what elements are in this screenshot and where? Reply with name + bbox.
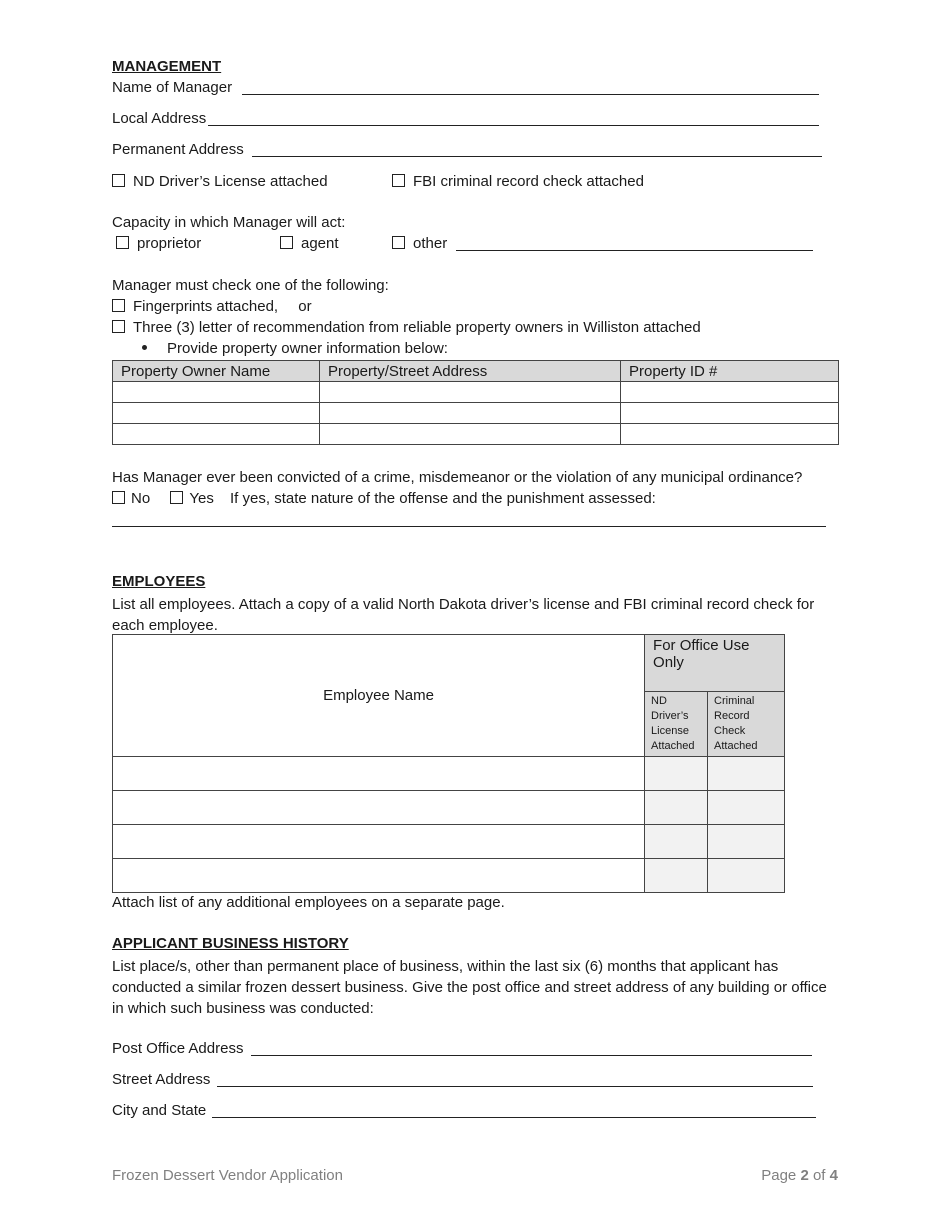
page-prefix: Page xyxy=(761,1167,797,1184)
no-checkbox[interactable] xyxy=(112,491,125,504)
office-use-header: For Office Use Only xyxy=(645,635,785,692)
page-current: 2 xyxy=(800,1167,809,1184)
capacity-other xyxy=(392,235,447,253)
license-cell xyxy=(645,859,708,893)
table-row xyxy=(113,859,785,893)
table-row xyxy=(113,424,839,445)
capacity-label: Capacity in which Manager will act: xyxy=(112,214,346,231)
table-cell[interactable] xyxy=(113,403,320,424)
employee-name-cell[interactable] xyxy=(113,791,645,825)
convicted-question: Has Manager ever been convicted of a crime, misdemeanor or the violation of any municipal ordinance? xyxy=(112,469,803,486)
city-state-label: City and State xyxy=(112,1102,207,1119)
page-of: of xyxy=(812,1167,826,1184)
no-label: No xyxy=(131,490,151,507)
table-cell[interactable] xyxy=(621,403,839,424)
bullet-icon xyxy=(142,345,147,350)
capacity-agent xyxy=(280,235,339,253)
management-heading: MANAGEMENT xyxy=(112,58,222,75)
business-history-instructions: List place/s, other than permanent place of business, within the last six (6) months that applicant has conducted a similar frozen dessert business. Give the post office and street address of any building or office in which such business was conducted: xyxy=(112,958,827,1017)
table-cell[interactable] xyxy=(621,382,839,403)
table-row xyxy=(113,791,785,825)
post-office-field[interactable] xyxy=(251,1055,812,1056)
license-checkbox-label: ND Driver’s License attached xyxy=(133,173,328,190)
table-cell[interactable] xyxy=(320,403,621,424)
other-label: other xyxy=(413,235,448,252)
other-checkbox[interactable] xyxy=(392,236,405,249)
license-checkbox-row xyxy=(112,173,328,191)
criminal-check-header: Criminal Record Check Attached xyxy=(708,692,785,757)
manager-name-field[interactable] xyxy=(242,94,819,95)
permanent-address-label: Permanent Address xyxy=(112,141,244,158)
offense-details-field[interactable] xyxy=(112,526,826,527)
fbi-checkbox-label: FBI criminal record check attached xyxy=(413,173,644,190)
property-owner-header-row xyxy=(113,361,839,382)
fbi-checkbox[interactable] xyxy=(392,174,405,187)
license-checkbox[interactable] xyxy=(112,174,125,187)
attach-note: Attach list of any additional employees on a separate page. xyxy=(112,894,505,911)
street-address-header: Property/Street Address xyxy=(320,361,621,382)
table-row xyxy=(113,757,785,791)
employees-instructions: List all employees. Attach a copy of a valid North Dakota driver’s license and FBI criminal record check for each employee. xyxy=(112,596,815,634)
employee-name-header: Employee Name xyxy=(113,635,645,757)
table-cell[interactable] xyxy=(320,424,621,445)
employee-name-cell[interactable] xyxy=(113,859,645,893)
table-row xyxy=(113,382,839,403)
employee-header-row xyxy=(113,635,785,692)
manager-name-label: Name of Manager xyxy=(112,79,233,96)
or-label: or xyxy=(298,298,312,315)
agent-label: agent xyxy=(301,235,339,252)
letters-row xyxy=(112,319,701,337)
page-total: 4 xyxy=(829,1167,838,1184)
proprietor-label: proprietor xyxy=(137,235,202,252)
capacity-proprietor xyxy=(116,235,201,253)
table-row xyxy=(113,403,839,424)
if-yes-label: If yes, state nature of the offense and the punishment assessed: xyxy=(230,490,656,507)
agent-checkbox[interactable] xyxy=(280,236,293,249)
table-cell[interactable] xyxy=(320,382,621,403)
license-cell xyxy=(645,757,708,791)
license-cell xyxy=(645,825,708,859)
table-cell[interactable] xyxy=(621,424,839,445)
street-address-label: Street Address xyxy=(112,1071,211,1088)
business-history-heading: APPLICANT BUSINESS HISTORY xyxy=(112,935,349,952)
table-cell[interactable] xyxy=(113,382,320,403)
post-office-label: Post Office Address xyxy=(112,1040,244,1057)
criminal-cell xyxy=(708,859,785,893)
employee-name-cell[interactable] xyxy=(113,825,645,859)
criminal-cell xyxy=(708,825,785,859)
city-state-field[interactable] xyxy=(212,1117,816,1118)
employee-name-cell[interactable] xyxy=(113,757,645,791)
local-address-label: Local Address xyxy=(112,110,207,127)
letters-checkbox[interactable] xyxy=(112,320,125,333)
table-row xyxy=(113,825,785,859)
footer-title: Frozen Dessert Vendor Application xyxy=(112,1167,343,1184)
employee-table xyxy=(112,634,785,893)
yes-checkbox[interactable] xyxy=(170,491,183,504)
permanent-address-field[interactable] xyxy=(252,156,822,157)
page-number xyxy=(761,1167,838,1185)
license-attached-header: ND Driver’s License Attached xyxy=(645,692,708,757)
proprietor-checkbox[interactable] xyxy=(116,236,129,249)
fingerprints-label: Fingerprints attached, xyxy=(133,298,279,315)
yes-label: Yes xyxy=(189,490,214,507)
local-address-field[interactable] xyxy=(208,125,819,126)
fingerprints-row xyxy=(112,298,312,316)
street-address-field[interactable] xyxy=(217,1086,813,1087)
table-cell[interactable] xyxy=(113,424,320,445)
property-owner-bullet xyxy=(142,340,448,358)
criminal-cell xyxy=(708,791,785,825)
employees-heading: EMPLOYEES xyxy=(112,573,206,590)
bullet-label: Provide property owner information below: xyxy=(167,340,448,357)
fbi-checkbox-row xyxy=(392,173,644,191)
license-cell xyxy=(645,791,708,825)
convicted-answer-row xyxy=(112,490,656,508)
must-check-label: Manager must check one of the following: xyxy=(112,277,389,294)
fingerprints-checkbox[interactable] xyxy=(112,299,125,312)
other-capacity-field[interactable] xyxy=(456,250,813,251)
property-owner-table xyxy=(112,360,839,445)
letters-label: Three (3) letter of recommendation from reliable property owners in Williston attached xyxy=(133,319,701,336)
owner-name-header: Property Owner Name xyxy=(113,361,320,382)
property-id-header: Property ID # xyxy=(621,361,839,382)
criminal-cell xyxy=(708,757,785,791)
